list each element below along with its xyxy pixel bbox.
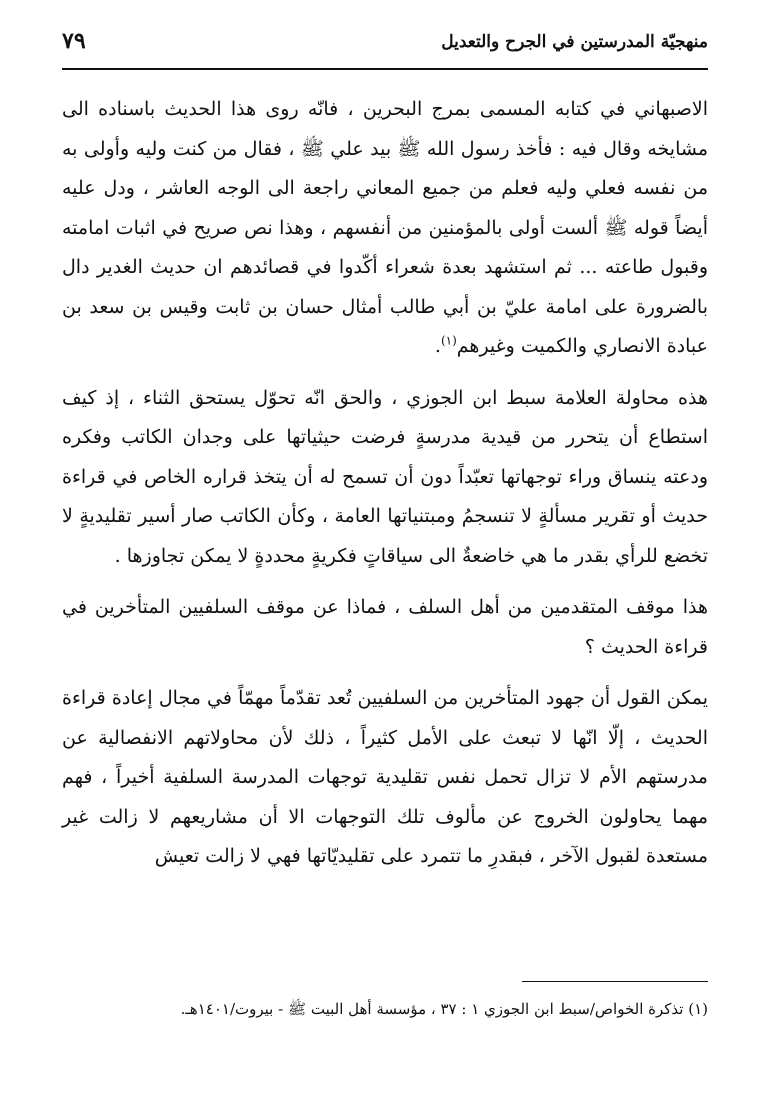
running-title: منهجيّة المدرستين في الجرح والتعديل [441, 32, 708, 52]
page-header [62, 26, 708, 70]
paragraph-3: هذا موقف المتقدمين من أهل السلف ، فماذا عن موقف السلفيين المتأخرين في قراءة الحديث ؟ [62, 596, 708, 658]
book-page [62, 26, 708, 1066]
paragraph-1 [62, 90, 708, 367]
page-number: ٧٩ [62, 28, 86, 54]
footnote-reference: (١) [440, 333, 457, 348]
body-text [62, 90, 708, 877]
paragraph-2: هذه محاولة العلامة سبط ابن الجوزي ، والحق انّه تحوّل يستحق الثناء ، إذ كيف استطاع أن يتحرر من قيدية مدرسةٍ فرضت حيثياتها على وجدان الكاتب وفكره ودعته ينساق وراء توجهاتها تعبّداً دون أن تسمح له أن يتخذ قراره الخاص في قراءة حديث أو تقرير مسألةٍ لا تنسجمُ ومبتنياتها العامة ، وكأن الكاتب صار أسير تقليديةٍ لا تخضع للرأي بقدر ما هي خاضعةٌ الى سياقاتٍ فكريةٍ محددةٍ لا يمكن تجاوزها . [62, 386, 708, 567]
paragraph-1-tail: . [434, 335, 441, 357]
paragraph-1-text: الاصبهاني في كتابه المسمى بمرج البحرين ، فانّه روى هذا الحديث باسناده الى مشايخه وقال فيه : فأخذ رسول الله ﷺ بيد علي ﷺ ، فقال من كنت وليه وأولى به من نفسه فعلي وليه فعلم من جميع المعاني راجعة الى الوجه العاشر ، ودل عليه أيضاً قوله ﷺ ألست أولى بالمؤمنين من أنفسهم ، وهذا نص صريح في اثبات امامته وقبول طاعته ... ثم استشهد بعدة شعراء أكّدوا في قصائدهم ان حديث الغدير دال بالضرورة على امامة عليّ بن أبي طالب أمثال حسان بن ثابت وقيس بن سعد بن عبادة الانصاري والكميت وغيرهم [62, 98, 708, 357]
footnote: (١) تذكرة الخواص/سبط ابن الجوزي ١ : ٣٧ ، مؤسسة أهل البيت ﷺ - بيروت/١٤٠١هـ. [180, 1000, 708, 1018]
footnote-divider [522, 981, 708, 982]
paragraph-4: يمكن القول أن جهود المتأخرين من السلفيين تُعد تقدّماً مهمّاً في مجال إعادة قراءة الحديث ، إلّا انّها لا تبعث على الأمل كثيراً ، ذلك لأن محاولاتهم الانفصالية عن مدرستهم الأم لا تزال تحمل نفس تقليدية توجهات المدرسة السلفية أخيراً ، فهم مهما يحاولون الخروج عن مألوف تلك التوجهات الا أن مشاريعهم لا زالت غير مستعدة لقبول الآخر ، فبقدرِ ما تتمرد على تقليديّاتها فهي لا زالت تعيش [62, 687, 708, 867]
